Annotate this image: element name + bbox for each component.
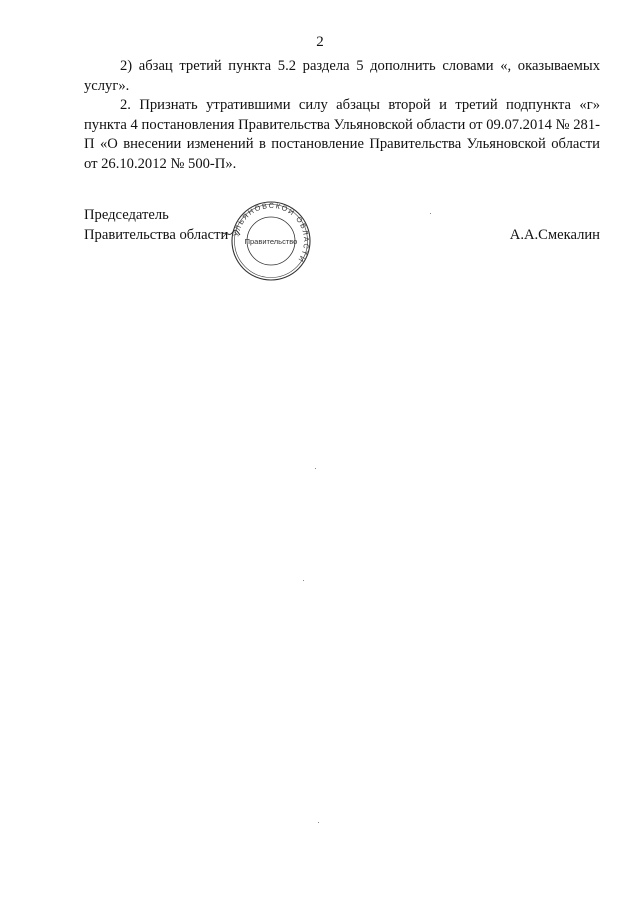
document-body: [84, 57, 600, 174]
scan-speck: [318, 822, 319, 823]
seal-ring-text: УЛЬЯНОВСКОЙ ОБЛАСТИ: [231, 201, 312, 265]
signer-title-line-2: Правительства области: [84, 226, 229, 243]
signature-block: [84, 206, 600, 276]
official-seal: [216, 201, 326, 281]
scan-speck: [430, 213, 431, 214]
seal-center-text: Правительство: [244, 237, 298, 246]
svg-text:УЛЬЯНОВСКОЙ ОБЛАСТИ: [231, 201, 311, 265]
scan-speck: [303, 580, 304, 581]
signer-name: А.А.Смекалин: [509, 226, 600, 243]
scan-speck: [315, 468, 316, 469]
paragraph-repeal-2: 2. Признать утратившими силу абзацы второй и третий подпункта «г» пункта 4 постановления Правительства Ульяновской области от 09.07.2014 № 281-П «О внесении изменений в постановление Правительства Ульяновской области от 26.10.2012 № 500-П».: [84, 97, 600, 172]
page-number: 2: [316, 34, 324, 50]
signer-title: [84, 206, 228, 245]
signer-title-line-1: Председатель: [84, 207, 169, 223]
paragraph-amendment-1: 2) абзац третий пункта 5.2 раздела 5 дополнить словами «, оказываемых услуг».: [84, 58, 600, 94]
